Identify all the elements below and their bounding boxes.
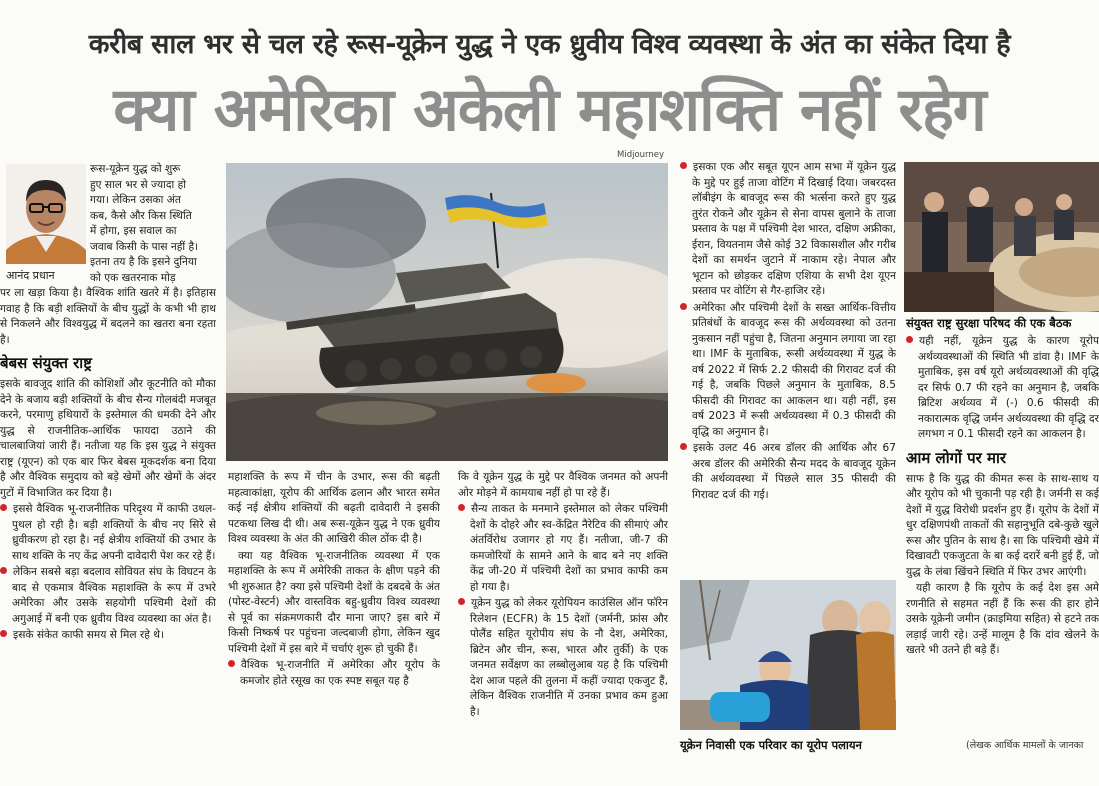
col4-body: [680, 160, 896, 574]
un-photo-caption: संयुक्त राष्ट्र सुरक्षा परिषद की एक बैठक: [906, 316, 1072, 330]
image-credit: Midjourney: [617, 150, 665, 160]
author-photo: [6, 164, 86, 264]
author-name: आनंद प्रधान: [6, 269, 55, 282]
bullet-icon: [0, 630, 7, 637]
intro-line: इतना तय है कि इसने दुनिया: [90, 256, 197, 268]
bullet-icon: [906, 336, 913, 343]
col1-body: [0, 286, 216, 756]
author-note: (लेखक आर्थिक मामलों के जानका: [966, 740, 1084, 751]
bullet-paragraph: इसके संकेत काफी समय से मिल रहे थे।: [13, 629, 165, 641]
bullet-paragraph: यही नहीं, यूक्रेन युद्ध के कारण यूरोप अर्थव्यवस्थाओं की स्थिति भी डांवा है। IMF के मुताबिक, इस वर्ष यूरो अर्थव्यवस्थाओं की वृद्धि दर सिर्फ 0.7 फी रहने का अनुमान है, जबकि ब्रिटिश अर्थव्यव में (-) 0.6 फीसदी की नकारात्मक वृद्धि जर्मन अर्थव्यवस्था की वृद्धि दर लगभग न 0.1 फीसदी रहने का आकलन है।: [918, 335, 1099, 440]
bullet-icon: [680, 443, 687, 450]
intro-line: हुए साल भर से ज्यादा हो: [90, 178, 187, 191]
body-paragraph: इसके बावजूद शांति की कोशिशों और कूटनीति को मौका देने के बजाय बड़ी शक्तियों के बीच सैन्य गोलबंदी मजबूत करने, परमाणु हथियारों के इस्तेमाल की धमकी देने और युद्ध से राजनीतिक-आर्थिक फायदा उठाने की चालबाजियां जारी हैं। नतीजा यह कि इस युद्ध ने संयुक्त राष्ट्र (यूएन) को एक बार फिर बेबस मूकदर्शक बना दिया है और वैश्विक समुदाय को बड़े खेमों और खेमों के अंदर गुटों में विभाजित कर दिया है।: [0, 378, 216, 499]
family-photo-caption: यूक्रेन निवासी एक परिवार का यूरोप पलायन: [680, 738, 862, 752]
bullet-icon: [458, 598, 465, 605]
bullet-icon: [0, 504, 7, 511]
col1-intro-side: [90, 162, 216, 302]
bullet-paragraph: सैन्य ताकत के मनमाने इस्तेमाल को लेकर पश्चिमी देशों के दोहरे और स्व-केंद्रित नैरेटिव की सीमाएं और अंतर्विरोध उजागर हो गए हैं। नतीजा, जी-7 की कमजोरियों के सामने आने के बाद बने नए शक्ति केंद्र जी-20 में पश्चिमी देशों का प्रभाव काफी कम हो गया है।: [470, 503, 668, 593]
bullet-paragraph: इससे वैश्विक भू-राजनीतिक परिदृश्य में काफी उथल-पुथल हो रही है। बड़ी शक्तियों के बीच नए सिरे से ध्रुवीकरण हो रहा है। नई क्षेत्रीय शक्तियों की उभार के साथ शक्ति के नए केंद्र अपनी दावेदारी पेश कर रहे हैं।: [12, 503, 216, 562]
intro-line: में होगा, इस सवाल का: [90, 225, 177, 237]
bullet-paragraph: इसका एक और सबूत यूएन आम सभा में यूक्रेन युद्ध के मुद्दे पर हुई ताजा वोटिंग में दिखाई दिया। जबरदस्त लॉबीइंग के बावजूद रूस की भर्त्सना करते हुए युद्ध तुरंत रोकने और यूक्रेन से सेना वापस बुलाने के ताजा प्रस्ताव के पक्ष में पश्चिमी देश भारत, दक्षिण अफ्रीका, ईरान, वियतनाम जैसे कोई 32 विकासशील और गरीब देशों का समर्थन जुटाने में नाकाम रहे। नेपाल और भूटान को छोड़कर दक्षिण एशिया के सभी देश यूएन प्रस्ताव पर वोटिंग से गैर-हाजिर रहे।: [692, 161, 896, 297]
bullet-paragraph: इसके उलट 46 अरब डॉलर की आर्थिक और 67 अरब डॉलर की अमेरिकी सैन्य मदद के बावजूद यूक्रेन की अर्थव्यवस्था में पिछले साल 35 फीसदी की गिरावट दर्ज की गई।: [692, 442, 896, 501]
intro-paragraph: पर ला खड़ा किया है। वैश्विक शांति खतरे में है। इतिहास गवाह है कि बड़ी शक्तियों के बीच युद्धों के कभी भी हाथ से निकलने और विश्वयुद्ध में बदलने का खतरा बना रहता है।: [0, 287, 216, 346]
bullet-icon: [0, 567, 7, 574]
bullet-paragraph: वैश्विक भू-राजनीति में अमेरिका और यूरोप के कमजोर होते रसूख का एक स्पष्ट सबूत यह है: [240, 659, 440, 687]
subhead-helpless-un: बेबस संयुक्त राष्ट्र: [0, 354, 92, 372]
body-paragraph: क्या यह वैश्विक भू-राजनीतिक व्यवस्था में एक महाशक्ति के रूप में अमेरिकी ताकत के क्षीण पड़ने की भी शुरुआत है? क्या इसे पश्चिमी देशों के दबदबे के अंत (पोस्ट-वेस्टर्न) और वास्तविक बहु-ध्रुवीय विश्व व्यवस्था से पूर्व का संक्रमणकारी दौर माना जाए? इस बारे में किसी निष्कर्ष पर पहुंचना जल्दबाजी होगा, लेकिन खुद पश्चिमी देशों में इस बारे में चर्चाएं शुरू हो चुकी हैं।: [228, 549, 440, 655]
refugee-family-photo: [680, 580, 896, 730]
col2-body: [228, 470, 440, 760]
bullet-icon: [680, 303, 687, 310]
intro-line: जवाब किसी के पास नहीं है।: [90, 240, 199, 253]
intro-line: गया। लेकिन उसका अंत: [90, 194, 181, 206]
body-paragraph: यही कारण है कि यूरोप के कई देश इस अमे रणनीति से सहमत नहीं हैं कि रूस की हार होने उसके यूक्रेनी जमीन (क्राइमिया सहित) से हटने तक लड़ाई जारी रहे। उन्हें मालूम है कि दांव खेलने के खतरे भी उतने ही बड़े हैं।: [906, 582, 1099, 656]
intro-line: कब, कैसे और किस स्थिति: [90, 209, 192, 222]
subhead-common-people: आम लोगों पर मार: [906, 448, 1006, 467]
main-headline: क्या अमेरिका अकेली महाशक्ति नहीं रहेग: [113, 75, 986, 145]
bullet-paragraph: यूक्रेन युद्ध को लेकर यूरोपियन काउंसिल ऑन फॉरेन रिलेशन (ECFR) के 15 देशों (जर्मनी, फ्रांस और पोलैंड सहित यूरोपीय संघ के नौ देश, अमेरिका, ब्रिटेन और चीन, रूस, भारत और तुर्की) के एक जनमत सर्वेक्षण का लब्बोलुआब यह है कि पश्चिमी देश आज पहले की तुलना में कहीं ज्यादा एकजुट हैं, लेकिन वैश्विक राजनीति में उनका प्रभाव कम हुआ है।: [470, 597, 668, 718]
body-paragraph: कि वे यूक्रेन युद्ध के मुद्दे पर वैश्विक जनमत को अपनी ओर मोड़ने में कामयाब नहीं हो पा रहे हैं।: [458, 471, 668, 499]
bullet-icon: [228, 660, 235, 667]
body-paragraph: साफ है कि युद्ध की कीमत रूस के साथ-साथ य और यूरोप को भी चुकानी पड़ रही है। जर्मनी स कई देशों में युद्ध विरोधी प्रदर्शन हुए हैं। यूरोप के देशों में धुर दक्षिणपंथी ताकतों की सहानुभूति दबे-कुछे खुले रूस और पुतिन के साथ है। सा कि पश्चिमी खेमे में दिखावटी एकजुटता के बा कई दरारें बनी हुई हैं, जो युद्ध के लंबा खिंचने स्थिति में फिर उभर आएंगी।: [906, 472, 1099, 578]
un-security-council-photo: [904, 162, 1099, 312]
intro-line: रूस-यूक्रेन युद्ध को शुरू: [90, 163, 181, 175]
kicker-headline: करीब साल भर से चल रहे रूस-यूक्रेन युद्ध ने एक ध्रुवीय विश्व व्यवस्था के अंत का संकेत दिया है: [88, 29, 1011, 60]
col3-body: [458, 470, 668, 760]
bullet-icon: [458, 504, 465, 511]
bullet-icon: [680, 162, 687, 169]
body-paragraph: महाशक्ति के रूप में चीन के उभार, रूस की बढ़ती महत्वाकांक्षा, यूरोप की आर्थिक ढलान और भारत समेत कई नई क्षेत्रीय शक्तियों की बढ़ती दावेदारी ने इसकी पटकथा लिख दी थी। अब रूस-यूक्रेन युद्ध ने एक ध्रुवीय विश्व व्यवस्था के अंत की आखिरी कील ठोंक दी है।: [228, 471, 440, 545]
intro-line: को एक खतरनाक मोड़: [90, 271, 176, 284]
bullet-paragraph: लेकिन सबसे बड़ा बदलाव सोवियत संघ के विघटन के बाद से एकमात्र वैश्विक महाशक्ति के रूप में उभरे अमेरिका और उसके सहयोगी पश्चिमी देशों की अगुआई में बनी एक ध्रुवीय विश्व व्यवस्था का अंत है।: [12, 566, 216, 625]
bullet-paragraph: अमेरिका और पश्चिमी देशों के सख्त आर्थिक-वित्तीय प्रतिबंधों के बावजूद रूस की अर्थव्यवस्था को उतना नुकसान नहीं पहुंचा है, जितना अनुमान लगाया जा रहा था। IMF के मुताबिक, रूसी अर्थव्यवस्था में युद्ध के वर्ष 2022 में सिर्फ 2.2 फीसदी की गिरावट दर्ज की गई है, जबकि पिछले अनुमान के मुताबिक, 8.5 फीसदी की गिरावट का आकलन था। यही नहीं, इस वर्ष 2023 में रूसी अर्थव्यवस्था में 0.3 फीसदी की वृद्धि का अनुमान है।: [692, 301, 896, 438]
col5-body: [906, 334, 1099, 744]
war-tank-image: [226, 163, 668, 461]
